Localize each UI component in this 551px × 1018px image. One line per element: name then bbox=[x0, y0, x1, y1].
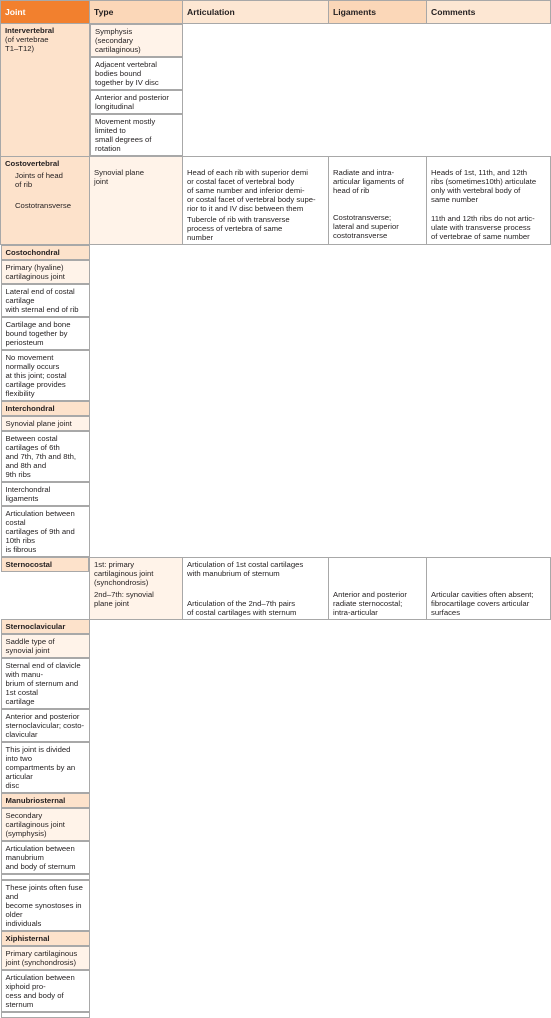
ligaments-cell: Anterior and posterior sternoclavicular; costo- clavicular bbox=[1, 709, 90, 742]
type-cell: Secondary cartilaginous joint (symphysis) bbox=[1, 808, 90, 841]
type-cell bbox=[90, 557, 183, 619]
comments-text-1: Heads of 1st, 11th, and 12th ribs (sometimes10th) articulate only with vertebral body of same number bbox=[431, 168, 537, 204]
comments-cell: These joints often fuse and become synostoses in older individuals bbox=[1, 880, 90, 931]
ligaments-text: Anterior and posterior radiate sternocostal; intra-articular bbox=[333, 589, 407, 617]
header-type: Type bbox=[90, 1, 183, 24]
ligaments-cell bbox=[1, 1012, 90, 1018]
ligaments-cell: Interchondral ligaments bbox=[1, 482, 90, 506]
table-row bbox=[1, 619, 551, 793]
ligaments-cell bbox=[329, 557, 427, 619]
articulation-cell: Between costal cartilages of 6th and 7th, 7th and 8th, and 8th and 9th ribs bbox=[1, 431, 90, 482]
table-row bbox=[1, 931, 551, 1018]
articulation-text-1: Articulation of 1st costal cartilages with manubrium of sternum bbox=[187, 559, 304, 578]
header-row bbox=[1, 1, 551, 24]
articulation-cell: Lateral end of costal cartilage with sternal end of rib bbox=[1, 284, 90, 317]
articulation-text-2: Tubercle of rib with transverse process of vertebra of same number bbox=[187, 215, 290, 242]
ligaments-cell: Cartilage and bone bound together by periosteum bbox=[1, 317, 90, 350]
table-row bbox=[1, 245, 551, 402]
joint-cell bbox=[1, 157, 90, 245]
comments-cell bbox=[427, 157, 551, 245]
table-row bbox=[1, 401, 551, 557]
joint-name: Sternocostal bbox=[1, 557, 90, 572]
joint-name: Xiphisternal bbox=[1, 931, 90, 946]
articulation-cell: Articulation between manubrium and body of sternum bbox=[1, 841, 90, 874]
comments-cell: This joint is divided into two compartments by an articular disc bbox=[1, 742, 90, 793]
comments-cell: Articulation between costal cartilages of 9th and 10th ribs is fibrous bbox=[1, 506, 90, 557]
ligaments-cell: Anterior and posterior longitudinal bbox=[90, 90, 183, 114]
ligaments-text-2: Costotransverse; lateral and superior costotransverse bbox=[333, 213, 399, 240]
table-row bbox=[1, 157, 551, 245]
comments-text-2: 11th and 12th ribs do not artic- ulate with transverse process of vertebrae of same number bbox=[431, 214, 535, 241]
comments-cell: Movement mostly limited to small degrees of rotation bbox=[90, 114, 183, 156]
joint-name: Costovertebral bbox=[5, 159, 60, 168]
joint-note: (of vertebrae T1–T12) bbox=[5, 35, 49, 53]
type-text: Synovial plane joint bbox=[94, 168, 145, 186]
joint-sub-head-of-rib: Joints of head of rib bbox=[15, 171, 63, 189]
joint-sub-costotransverse: Costotransverse bbox=[15, 201, 71, 210]
type-cell bbox=[90, 157, 183, 245]
comments-cell: No movement normally occurs at this joint; costal cartilage provides flexibility bbox=[1, 350, 90, 401]
articulation-text-2: Articulation of the 2nd–7th pairs of costal cartilages with sternum bbox=[187, 598, 297, 617]
table-row bbox=[1, 24, 551, 157]
type-text-1: 1st: primary cartilaginous joint (synchondrosis) bbox=[94, 559, 154, 587]
joint-name: Costochondral bbox=[1, 245, 90, 260]
joint-name: Intervertebral bbox=[5, 26, 55, 35]
articulation-cell: Articulation between xiphoid pro- cess and body of sternum bbox=[1, 970, 90, 1012]
joint-name: Manubriosternal bbox=[1, 793, 90, 808]
joint-name: Sternoclavicular bbox=[1, 619, 90, 634]
articulation-cell: Adjacent vertebral bodies bound together by IV disc bbox=[90, 57, 183, 90]
table-row bbox=[1, 557, 551, 619]
articulation-text-1: Head of each rib with superior demi or costal facet of vertebral body of same number and inferior demi- or costal facet of vertebral body supe- rior to it and IV disc between them bbox=[187, 168, 316, 213]
table-row bbox=[1, 793, 551, 931]
type-cell: Synovial plane joint bbox=[1, 416, 90, 431]
header-joint: Joint bbox=[1, 1, 90, 24]
joint-cell bbox=[1, 24, 90, 157]
type-cell: Primary (hyaline) cartilaginous joint bbox=[1, 260, 90, 284]
articulation-cell bbox=[183, 157, 329, 245]
type-text-2: 2nd–7th: synovial plane joint bbox=[94, 589, 154, 608]
header-ligaments: Ligaments bbox=[329, 1, 427, 24]
comments-text: Articular cavities often absent; fibrocartilage covers articular surfaces bbox=[431, 589, 534, 617]
articulation-cell bbox=[183, 557, 329, 619]
type-cell: Symphysis (secondary cartilaginous) bbox=[90, 24, 183, 57]
type-cell: Saddle type of synovial joint bbox=[1, 634, 90, 658]
header-comments: Comments bbox=[427, 1, 551, 24]
ligaments-text-1: Radiate and intra- articular ligaments of head of rib bbox=[333, 168, 404, 195]
articulation-cell: Sternal end of clavicle with manu- brium of sternum and 1st costal cartilage bbox=[1, 658, 90, 709]
joint-name: Interchondral bbox=[1, 401, 90, 416]
header-articulation: Articulation bbox=[183, 1, 329, 24]
type-cell: Primary cartilaginous joint (synchondrosis) bbox=[1, 946, 90, 970]
ligaments-cell bbox=[329, 157, 427, 245]
comments-cell bbox=[427, 557, 551, 619]
